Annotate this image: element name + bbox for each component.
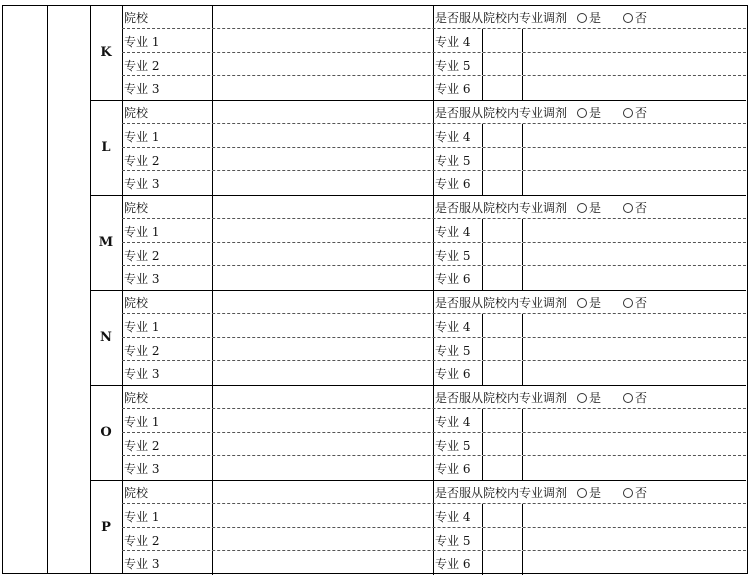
yes-label: 是 <box>589 486 602 500</box>
adjust-yes-radio[interactable] <box>577 106 601 120</box>
major-label: 专业 3 <box>124 177 160 192</box>
major-entry-cell[interactable] <box>213 504 433 527</box>
major-entry-cell[interactable] <box>523 409 746 432</box>
cell-divider <box>482 456 483 480</box>
cell-divider <box>433 361 434 385</box>
radio-circle-icon <box>623 13 633 23</box>
cell-divider <box>433 433 434 456</box>
radio-circle-icon <box>577 393 587 403</box>
major-row <box>122 148 746 172</box>
school-entry-cell[interactable] <box>213 385 433 408</box>
cell-divider <box>433 148 434 171</box>
school-label: 院校 <box>124 201 149 215</box>
no-label: 否 <box>635 106 648 120</box>
no-label: 否 <box>635 296 648 310</box>
radio-circle-icon <box>577 488 587 498</box>
major-label: 专业 1 <box>124 509 160 524</box>
major-entry-cell[interactable] <box>523 456 746 480</box>
radio-circle-icon <box>623 393 633 403</box>
cell-divider <box>433 5 434 28</box>
radio-circle-icon <box>577 203 587 213</box>
major-entry-cell[interactable] <box>213 338 433 361</box>
major-label: 专业 2 <box>124 533 160 548</box>
school-entry-cell[interactable] <box>213 480 433 503</box>
major-row <box>122 53 746 77</box>
major-entry-cell[interactable] <box>523 124 746 147</box>
adjust-question-text: 是否服从院校内专业调剂 <box>435 11 568 25</box>
major-row <box>122 433 746 457</box>
school-row <box>122 480 746 504</box>
major-label: 专业 6 <box>435 462 471 477</box>
major-row <box>122 124 746 148</box>
adjust-question <box>435 484 647 501</box>
adjust-no-radio[interactable] <box>623 486 647 500</box>
major-row <box>122 29 746 53</box>
cell-divider <box>433 100 434 123</box>
major-entry-cell[interactable] <box>213 433 433 456</box>
group-letter: K <box>100 45 112 60</box>
cell-divider <box>433 29 434 52</box>
major-row <box>122 338 746 362</box>
cell-divider <box>482 219 483 242</box>
school-label: 院校 <box>124 106 149 120</box>
cell-divider <box>433 385 434 408</box>
major-entry-cell[interactable] <box>523 171 746 195</box>
major-row <box>122 528 746 552</box>
radio-circle-icon <box>577 298 587 308</box>
major-entry-cell[interactable] <box>213 171 433 195</box>
major-entry-cell[interactable] <box>523 148 746 171</box>
major-label: 专业 5 <box>435 153 471 168</box>
cell-divider <box>482 504 483 527</box>
group-letter: P <box>101 520 111 535</box>
major-entry-cell[interactable] <box>523 243 746 266</box>
school-entry-cell[interactable] <box>213 100 433 123</box>
no-label: 否 <box>635 201 648 215</box>
major-row <box>122 361 746 385</box>
cell-divider <box>482 124 483 147</box>
group-letter: L <box>101 140 111 155</box>
major-entry-cell[interactable] <box>523 504 746 527</box>
radio-circle-icon <box>577 108 587 118</box>
cell-divider <box>433 124 434 147</box>
school-label: 院校 <box>124 11 149 25</box>
adjust-question <box>435 104 647 121</box>
major-label: 专业 5 <box>435 343 471 358</box>
major-row <box>122 171 746 195</box>
adjust-no-radio[interactable] <box>623 11 647 25</box>
major-label: 专业 6 <box>435 272 471 287</box>
cell-divider <box>433 314 434 337</box>
major-label: 专业 3 <box>124 272 160 287</box>
table-left-border <box>2 5 3 574</box>
major-entry-cell[interactable] <box>523 361 746 385</box>
cell-divider <box>482 409 483 432</box>
radio-circle-icon <box>623 203 633 213</box>
cell-divider <box>482 266 483 290</box>
major-label: 专业 4 <box>435 319 471 334</box>
major-row <box>122 409 746 433</box>
adjust-no-radio[interactable] <box>623 106 647 120</box>
adjust-yes-radio[interactable] <box>577 391 601 405</box>
cell-divider <box>482 433 483 456</box>
major-entry-cell[interactable] <box>523 53 746 76</box>
major-label: 专业 5 <box>435 533 471 548</box>
radio-circle-icon <box>577 13 587 23</box>
adjust-yes-radio[interactable] <box>577 486 601 500</box>
cell-divider <box>482 338 483 361</box>
yes-label: 是 <box>589 201 602 215</box>
major-entry-cell[interactable] <box>523 219 746 242</box>
major-entry-cell[interactable] <box>523 266 746 290</box>
major-label: 专业 1 <box>124 129 160 144</box>
radio-circle-icon <box>623 488 633 498</box>
major-label: 专业 5 <box>435 248 471 263</box>
major-label: 专业 6 <box>435 557 471 572</box>
major-label: 专业 2 <box>124 438 160 453</box>
school-row <box>122 385 746 409</box>
major-entry-cell[interactable] <box>213 148 433 171</box>
cell-divider <box>482 314 483 337</box>
adjust-no-radio[interactable] <box>623 201 647 215</box>
group-letter: N <box>100 330 112 345</box>
cell-divider <box>433 290 434 313</box>
major-entry-cell[interactable] <box>213 266 433 290</box>
major-row <box>122 219 746 243</box>
adjust-yes-radio[interactable] <box>577 296 601 310</box>
major-label: 专业 2 <box>124 248 160 263</box>
major-label: 专业 3 <box>124 82 160 97</box>
major-entry-cell[interactable] <box>523 76 746 100</box>
major-label: 专业 6 <box>435 367 471 382</box>
no-label: 否 <box>635 486 648 500</box>
major-entry-cell[interactable] <box>213 29 433 52</box>
major-entry-cell[interactable] <box>523 338 746 361</box>
cell-divider <box>482 76 483 100</box>
cell-divider <box>433 480 434 503</box>
adjust-question <box>435 294 647 311</box>
adjust-question-text: 是否服从院校内专业调剂 <box>435 391 568 405</box>
major-label: 专业 1 <box>124 414 160 429</box>
cell-divider <box>482 243 483 266</box>
group-letter: M <box>98 235 114 250</box>
major-entry-cell[interactable] <box>213 76 433 100</box>
major-label: 专业 6 <box>435 82 471 97</box>
empty-column-divider <box>47 5 48 574</box>
adjust-question <box>435 199 647 216</box>
major-label: 专业 3 <box>124 367 160 382</box>
school-label: 院校 <box>124 391 149 405</box>
major-label: 专业 3 <box>124 462 160 477</box>
major-label: 专业 2 <box>124 343 160 358</box>
adjust-question-text: 是否服从院校内专业调剂 <box>435 201 568 215</box>
adjust-yes-radio[interactable] <box>577 11 601 25</box>
school-row <box>122 195 746 219</box>
major-entry-cell[interactable] <box>213 219 433 242</box>
major-entry-cell[interactable] <box>213 528 433 551</box>
cell-divider <box>433 195 434 218</box>
adjust-question-text: 是否服从院校内专业调剂 <box>435 106 568 120</box>
major-label: 专业 2 <box>124 58 160 73</box>
major-row <box>122 314 746 338</box>
major-entry-cell[interactable] <box>213 409 433 432</box>
major-entry-cell[interactable] <box>213 456 433 480</box>
adjust-question <box>435 9 647 26</box>
major-row <box>122 456 746 480</box>
yes-label: 是 <box>589 296 602 310</box>
cell-divider <box>433 53 434 76</box>
major-label: 专业 4 <box>435 34 471 49</box>
major-label: 专业 4 <box>435 509 471 524</box>
major-label: 专业 5 <box>435 58 471 73</box>
cell-divider <box>482 53 483 76</box>
school-entry-cell[interactable] <box>213 195 433 218</box>
cell-divider <box>482 171 483 195</box>
school-entry-cell[interactable] <box>213 5 433 28</box>
major-label: 专业 1 <box>124 34 160 49</box>
yes-label: 是 <box>589 391 602 405</box>
radio-circle-icon <box>623 298 633 308</box>
major-label: 专业 4 <box>435 224 471 239</box>
group-letter: O <box>100 425 112 440</box>
cell-divider <box>433 504 434 527</box>
adjust-no-radio[interactable] <box>623 296 647 310</box>
no-label: 否 <box>635 391 648 405</box>
table-right-border <box>747 5 748 574</box>
school-row <box>122 100 746 124</box>
cell-divider <box>433 219 434 242</box>
major-row <box>122 76 746 100</box>
adjust-question <box>435 389 647 406</box>
adjust-question-text: 是否服从院校内专业调剂 <box>435 296 568 310</box>
school-row <box>122 5 746 29</box>
adjust-yes-radio[interactable] <box>577 201 601 215</box>
major-entry-cell[interactable] <box>523 433 746 456</box>
major-row <box>122 504 746 528</box>
major-row <box>122 243 746 267</box>
cell-divider <box>433 409 434 432</box>
major-label: 专业 3 <box>124 557 160 572</box>
adjust-question-text: 是否服从院校内专业调剂 <box>435 486 568 500</box>
cell-divider <box>433 338 434 361</box>
cell-divider <box>433 266 434 290</box>
cell-divider <box>482 148 483 171</box>
major-label: 专业 2 <box>124 153 160 168</box>
school-label: 院校 <box>124 296 149 310</box>
cell-divider <box>433 243 434 266</box>
radio-circle-icon <box>623 108 633 118</box>
major-label: 专业 5 <box>435 438 471 453</box>
major-entry-cell[interactable] <box>523 528 746 551</box>
cell-divider <box>433 528 434 551</box>
school-entry-cell[interactable] <box>213 290 433 313</box>
cell-divider <box>482 361 483 385</box>
major-entry-cell[interactable] <box>523 314 746 337</box>
major-entry-cell[interactable] <box>213 243 433 266</box>
yes-label: 是 <box>589 106 602 120</box>
major-entry-cell[interactable] <box>213 53 433 76</box>
major-row <box>122 266 746 290</box>
major-label: 专业 1 <box>124 319 160 334</box>
school-row <box>122 290 746 314</box>
cell-divider <box>433 171 434 195</box>
major-entry-cell[interactable] <box>523 29 746 52</box>
major-label: 专业 1 <box>124 224 160 239</box>
adjust-no-radio[interactable] <box>623 391 647 405</box>
school-label: 院校 <box>124 486 149 500</box>
cell-divider <box>482 29 483 52</box>
cell-divider <box>482 551 483 575</box>
major-entry-cell[interactable] <box>213 551 433 575</box>
cell-divider <box>433 551 434 575</box>
major-label: 专业 4 <box>435 414 471 429</box>
major-row <box>122 551 746 575</box>
major-entry-cell[interactable] <box>213 314 433 337</box>
major-label: 专业 6 <box>435 177 471 192</box>
major-entry-cell[interactable] <box>213 361 433 385</box>
major-entry-cell[interactable] <box>523 551 746 575</box>
cell-divider <box>433 456 434 480</box>
yes-label: 是 <box>589 11 602 25</box>
cell-divider <box>433 76 434 100</box>
major-label: 专业 4 <box>435 129 471 144</box>
cell-divider <box>482 528 483 551</box>
no-label: 否 <box>635 11 648 25</box>
major-entry-cell[interactable] <box>213 124 433 147</box>
